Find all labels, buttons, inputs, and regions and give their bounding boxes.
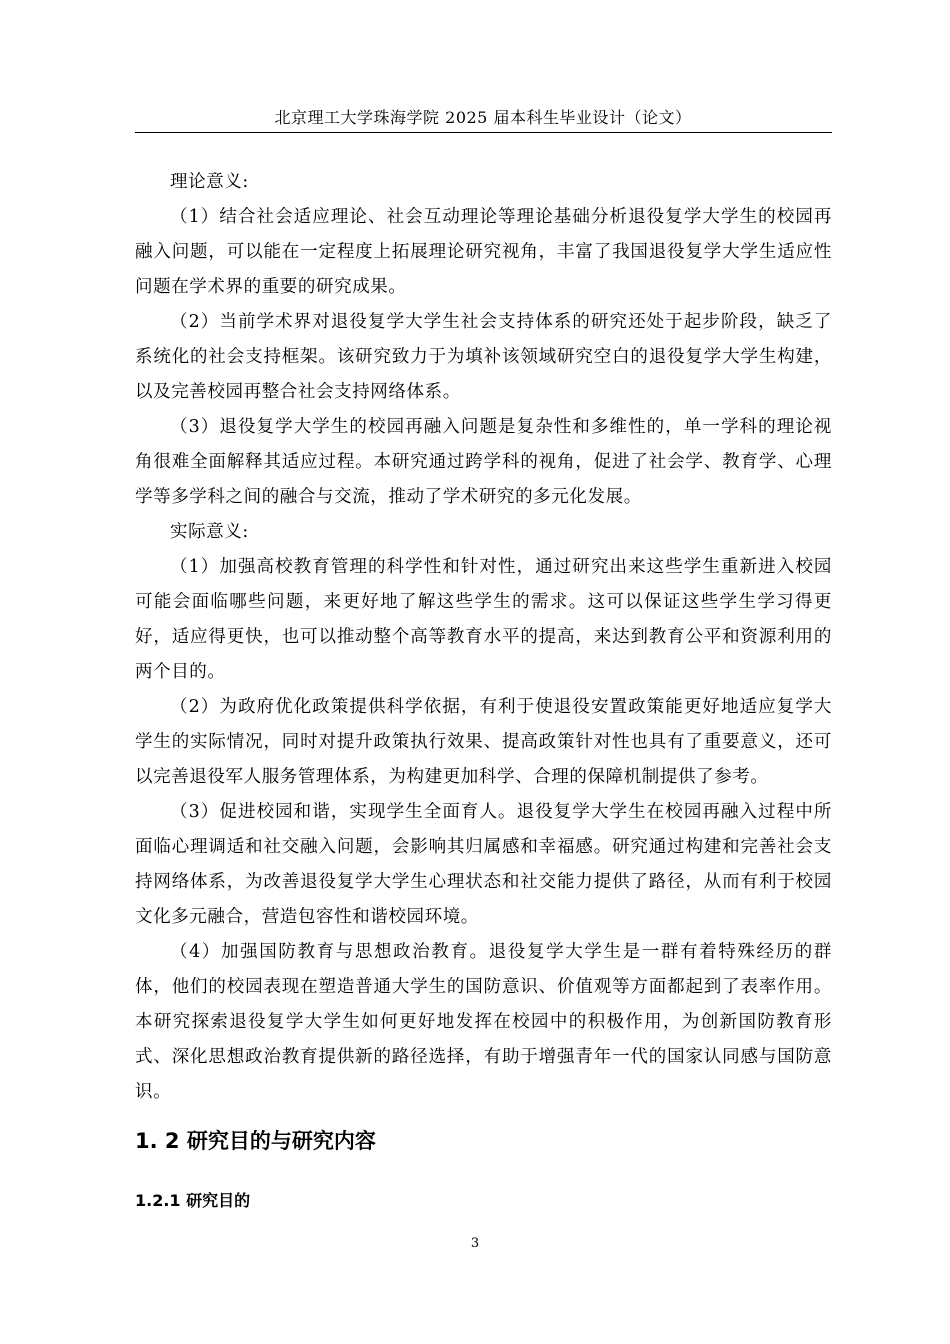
body-text	[135, 165, 832, 1110]
practice-item-3: （3）促进校园和谐，实现学生全面育人。退役复学大学生在校园再融入过程中所面临心理调适和社交融入问题，会影响其归属感和幸福感。研究通过构建和完善社会支持网络体系，为改善退役复学大学生心理状态和社交能力提供了路径，从而有利于校园文化多元融合，营造包容性和谐校园环境。	[135, 802, 832, 927]
practical-significance-label: 实际意义:	[170, 522, 249, 542]
theory-item-3: （3）退役复学大学生的校园再融入问题是复杂性和多维性的，单一学科的理论视角很难全面解释其适应过程。本研究通过跨学科的视角，促进了社会学、教育学、心理学等多学科之间的融合与交流，推动了学术研究的多元化发展。	[135, 417, 832, 507]
practice-item-4: （4）加强国防教育与思想政治教育。退役复学大学生是一群有着特殊经历的群体，他们的校园表现在塑造普通大学生的国防意识、价值观等方面都起到了表率作用。本研究探索退役复学大学生如何更好地发挥在校园中的积极作用，为创新国防教育形式、深化思想政治教育提供新的路径选择，有助于增强青年一代的国家认同感与国防意识。	[135, 942, 832, 1102]
theory-item-2: （2）当前学术界对退役复学大学生社会支持体系的研究还处于起步阶段，缺乏了系统化的社会支持框架。该研究致力于为填补该领域研究空白的退役复学大学生构建，以及完善校园再整合社会支持网络体系。	[135, 312, 832, 402]
theory-item-1: （1）结合社会适应理论、社会互动理论等理论基础分析退役复学大学生的校园再融入问题，可以能在一定程度上拓展理论研究视角，丰富了我国退役复学大学生适应性问题在学术界的重要的研究成果。	[135, 207, 832, 297]
header-divider	[135, 132, 832, 133]
page-number: 3	[470, 1236, 480, 1251]
theory-significance-label: 理论意义:	[170, 172, 249, 192]
section-heading: 1. 2 研究目的与研究内容	[135, 1129, 376, 1153]
running-header: 北京理工大学珠海学院 2025 届本科生毕业设计（论文）	[274, 108, 692, 127]
practice-item-1: （1）加强高校教育管理的科学性和针对性，通过研究出来这些学生重新进入校园可能会面临哪些问题，来更好地了解这些学生的需求。这可以保证这些学生学习得更好，适应得更快，也可以推动整个高等教育水平的提高，来达到教育公平和资源利用的两个目的。	[135, 557, 832, 682]
practice-item-2: （2）为政府优化政策提供科学依据，有利于使退役安置政策能更好地适应复学大学生的实际情况，同时对提升政策执行效果、提高政策针对性也具有了重要意义，还可以完善退役军人服务管理体系，为构建更加科学、合理的保障机制提供了参考。	[135, 697, 832, 787]
subsection-heading: 1.2.1 研究目的	[135, 1191, 251, 1210]
